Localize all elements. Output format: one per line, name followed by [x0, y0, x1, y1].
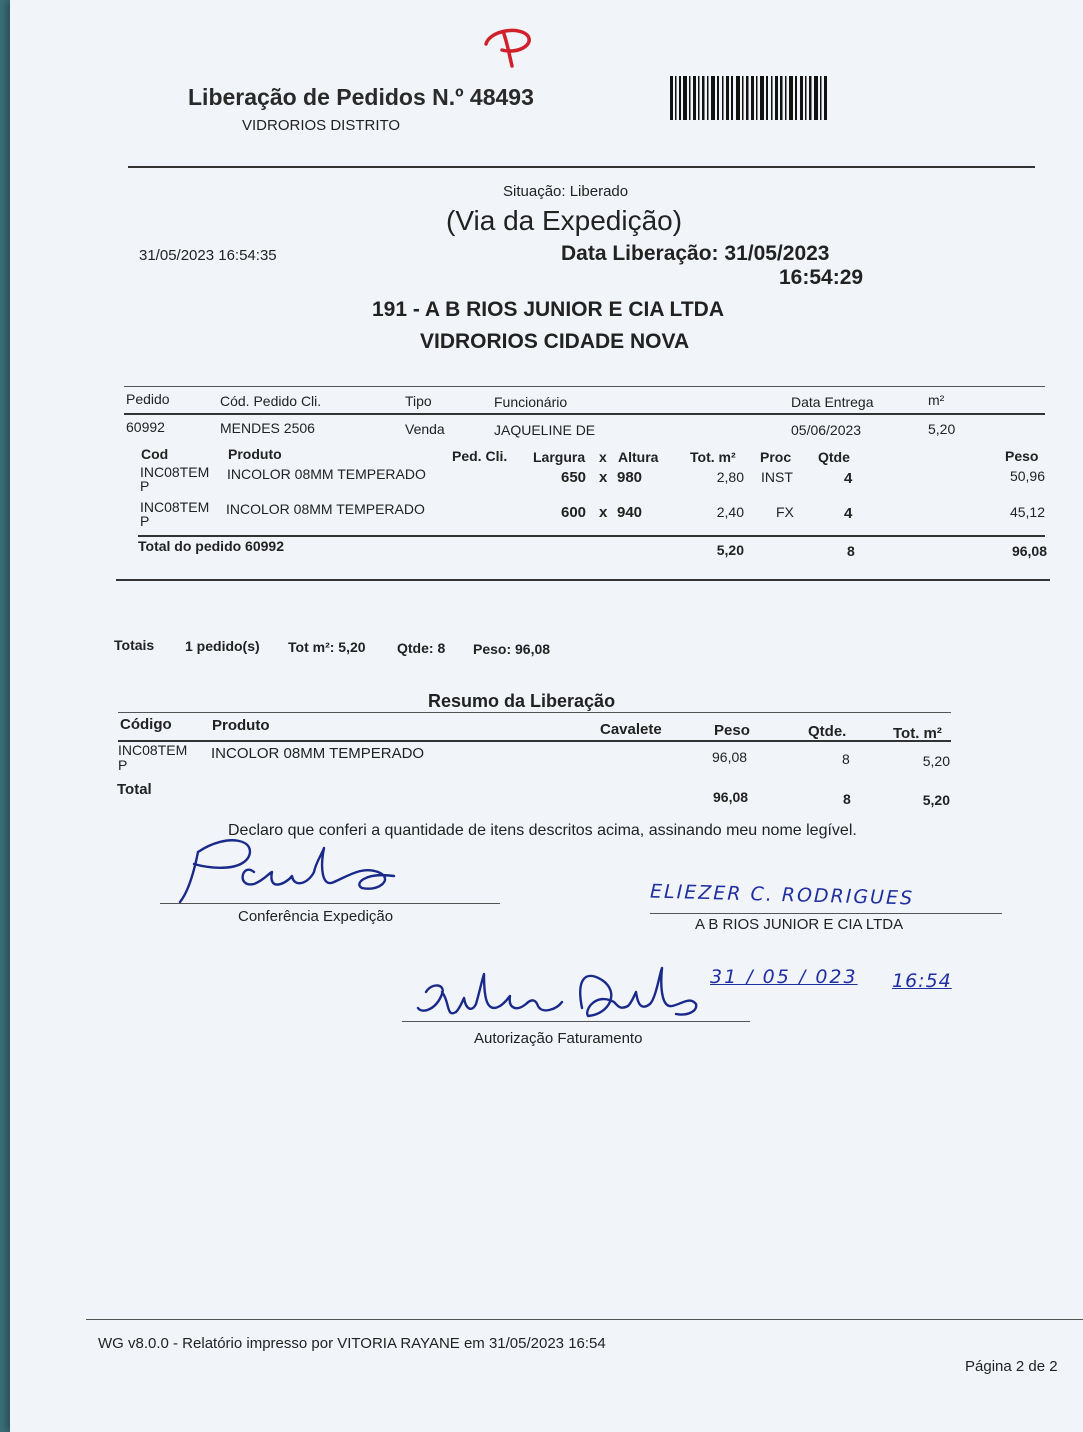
summary-header-cavalete: Cavalete [600, 721, 662, 738]
summary-header-tot-m2: Tot. m² [893, 725, 942, 742]
item-product: INCOLOR 08MM TEMPERADO [227, 466, 426, 482]
totals-qty: Qtde: 8 [397, 640, 446, 656]
item-proc: INST [761, 469, 793, 485]
item-x: x [599, 469, 608, 486]
summary-product: INCOLOR 08MM TEMPERADO [211, 745, 425, 762]
expedicao-label: Conferência Expedição [238, 908, 394, 925]
faturamento-signature-line [402, 1021, 750, 1022]
col-header-tipo: Tipo [405, 393, 432, 409]
item-tot-m2: 2,40 [716, 504, 744, 520]
order-total-m2: 5,20 [716, 542, 744, 558]
summary-title: Resumo da Liberação [428, 691, 616, 711]
footer-page-number: Página 2 de 2 [965, 1358, 1058, 1375]
item-header-tot-m2: Tot. m² [690, 449, 736, 465]
totals-weight: Peso: 96,08 [473, 641, 551, 657]
order-section-end-rule [116, 579, 1050, 581]
order-total-weight: 96,08 [1011, 543, 1047, 559]
summary-header-qtde: Qtde. [808, 723, 847, 740]
order-total-label: Total do pedido 60992 [138, 538, 284, 554]
client-name: 191 - A B RIOS JUNIOR E CIA LTDA [372, 298, 724, 321]
summary-weight: 96,08 [712, 749, 748, 765]
item-qty: 4 [844, 505, 853, 522]
order-table-top-rule [124, 386, 1045, 387]
summary-code: INC08TEM P [118, 742, 188, 773]
order-header-rule [124, 413, 1045, 415]
item-header-qtde: Qtde [818, 449, 850, 465]
col-header-pedido: Pedido [126, 391, 170, 407]
release-time: 16:54:29 [779, 266, 864, 289]
client-signature-line [650, 913, 1002, 914]
order-m2: 5,20 [928, 421, 956, 437]
totals-orders: 1 pedido(s) [185, 638, 260, 654]
item-header-altura: Altura [618, 449, 659, 465]
item-code: INC08TEM P [140, 499, 210, 529]
summary-header-rule [118, 740, 951, 742]
release-date: Data Liberação: 31/05/2023 [561, 242, 830, 265]
footer-printed-by: WG v8.0.0 - Relatório impresso por VITORIA RAYANE em 31/05/2023 16:54 [98, 1335, 606, 1352]
item-header-cod: Cod [141, 446, 169, 462]
item-height: 980 [617, 469, 643, 486]
expedicao-signature-line [160, 903, 500, 904]
item-tot-m2: 2,80 [716, 469, 744, 485]
order-total-rule [138, 535, 1045, 537]
order-employee: JAQUELINE DE [494, 422, 596, 438]
item-header-proc: Proc [760, 449, 792, 465]
declaration-text: Declaro que conferi a quantidade de itens descritos acima, assinando meu nome legível. [228, 822, 857, 839]
handwritten-time: 16:54 [892, 970, 952, 992]
order-type: Venda [405, 421, 445, 437]
copy-type: (Via da Expedição) [446, 205, 683, 236]
item-header-produto: Produto [228, 446, 282, 462]
summary-total-m2: 5,20 [922, 792, 950, 808]
item-header-ped-cli: Ped. Cli. [452, 448, 508, 464]
faturamento-label: Autorização Faturamento [474, 1030, 643, 1047]
col-header-m2: m² [928, 392, 945, 408]
order-delivery-date: 05/06/2023 [791, 422, 862, 438]
summary-m2: 5,20 [922, 753, 950, 769]
status-text: Situação: Liberado [503, 183, 629, 200]
item-header-peso: Peso [1005, 448, 1039, 464]
item-weight: 45,12 [1009, 504, 1045, 520]
item-weight: 50,96 [1009, 468, 1045, 484]
item-code: INC08TEM P [140, 464, 210, 494]
client-branch: VIDRORIOS CIDADE NOVA [420, 330, 690, 353]
order-number: 60992 [126, 419, 165, 435]
summary-header-produto: Produto [212, 717, 270, 734]
item-width: 650 [561, 469, 587, 486]
col-header-cod-cli: Cód. Pedido Cli. [220, 393, 322, 409]
printed-timestamp: 31/05/2023 16:54:35 [139, 247, 277, 264]
summary-total-label: Total [117, 781, 152, 798]
item-header-largura: Largura [533, 449, 586, 465]
expedicao-signature [158, 832, 418, 908]
barcode-image [670, 76, 830, 120]
client-handwritten-name: ELIEZER C. RODRIGUES [649, 880, 915, 910]
client-label: A B RIOS JUNIOR E CIA LTDA [695, 916, 904, 933]
handwritten-date: 31 / 05 / 023 [710, 966, 858, 988]
document-title: Liberação de Pedidos N.º 48493 [188, 84, 534, 110]
item-width: 600 [561, 504, 587, 521]
summary-header-codigo: Código [120, 716, 172, 733]
item-height: 940 [617, 504, 643, 521]
summary-qty: 8 [842, 751, 850, 767]
item-proc: FX [776, 504, 794, 520]
item-product: INCOLOR 08MM TEMPERADO [226, 501, 425, 517]
summary-total-weight: 96,08 [713, 789, 749, 805]
order-client-code: MENDES 2506 [220, 420, 315, 436]
summary-header-peso: Peso [714, 722, 750, 739]
item-qty: 4 [844, 470, 853, 487]
summary-top-rule [118, 712, 951, 713]
header-divider [128, 166, 1035, 168]
totals-label: Totais [114, 637, 155, 653]
item-header-x: x [599, 449, 607, 465]
order-total-qty: 8 [847, 543, 855, 559]
red-stamp-mark [480, 24, 540, 70]
document-page [10, 0, 1083, 1432]
company-name: VIDRORIOS DISTRITO [242, 117, 401, 134]
summary-total-qty: 8 [843, 791, 851, 807]
totals-m2: Tot m²: 5,20 [288, 639, 366, 655]
footer-rule [86, 1319, 1083, 1320]
item-x: x [599, 504, 608, 521]
col-header-data-entrega: Data Entrega [791, 394, 874, 410]
col-header-funcionario: Funcionário [494, 394, 568, 410]
faturamento-signature [406, 962, 706, 1028]
